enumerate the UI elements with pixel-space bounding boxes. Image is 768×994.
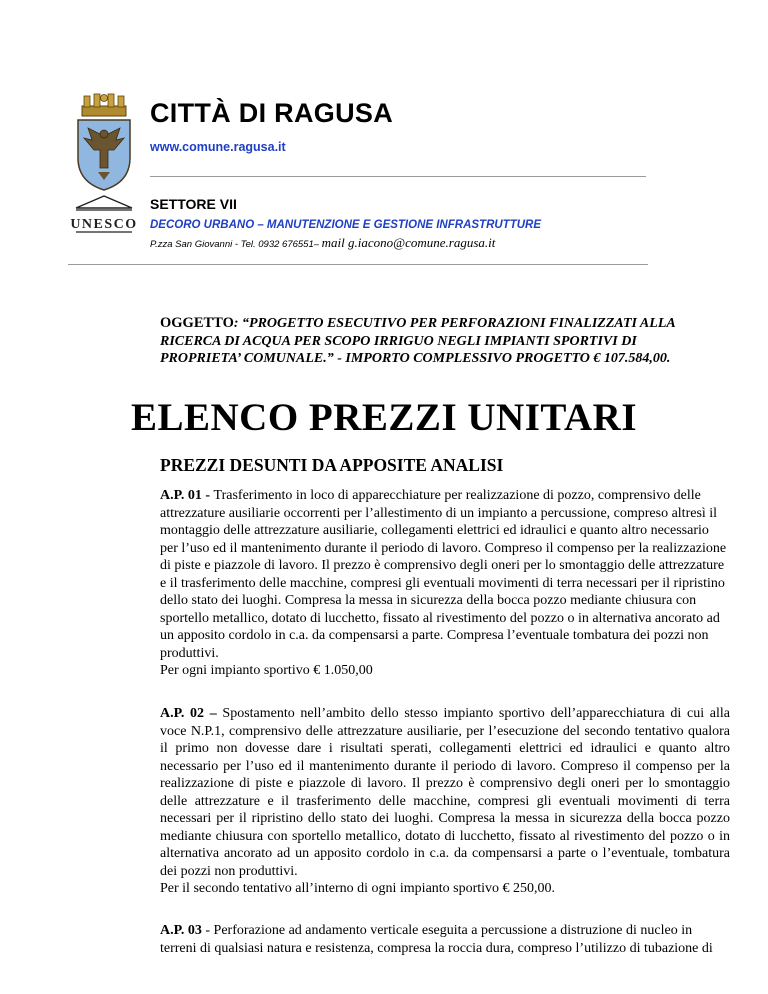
- item-description: Spostamento nell’ambito dello stesso impianto sportivo dell’apparecchiatura di cui alla voce N.P.1, comprensivo delle attrezzature ausiliarie, per l’esecuzione del secondo tentativo qualora il primo non dovesse dare i risultati sperati, collegamenti elettrici ed idraulici e quanto altro necessario per l’uso ed il mantenimento durante il periodo di lavoro. Compreso il compenso per la realizzazione di piste e piazzole di lavoro. Il prezzo è comprensivo degli oneri per lo smontaggio delle attrezzature e il trasferimento delle macchine, compresi gli eventuali movimenti di terra necessari per il ripristino dello stato dei luoghi. Compresa la messa in sicurezza della bocca pozzo mediante chiusura con sportello metallico, dotato di lucchetto, fissato al rivestimento del pozzo o in alternativa ancorato ad un apposito cordolo in c.a. da compensarsi a parte o l’eventuale, tombatura dei pozzi non produttivi.: [160, 706, 730, 879]
- item-code: A.P. 03: [160, 923, 202, 938]
- item-code: A.P. 01 -: [160, 488, 214, 503]
- letterhead-divider: [68, 264, 648, 265]
- subject-block: [160, 315, 720, 368]
- item-price: Per ogni impianto sportivo € 1.050,00: [160, 663, 373, 678]
- city-crest-logo: [70, 92, 138, 192]
- city-name: CITTÀ DI RAGUSA: [150, 98, 393, 128]
- price-item: [160, 922, 730, 957]
- header-divider: [150, 176, 646, 177]
- mail-label: mail: [321, 235, 349, 250]
- sector-description: DECORO URBANO – MANUTENZIONE E GESTIONE INFRASTRUTTURE: [150, 219, 542, 231]
- subject-text: : “PROGETTO ESECUTIVO PER PERFORAZIONI FINALIZZATI ALLA RICERCA DI ACQUA PER SCOPO IRRIGUO NEGLI IMPIANTI SPORTIVI DI PROPRIETA’ COMUNALE.” - IMPORTO COMPLESSIVO PROGETTO € 107.584,00.: [160, 316, 675, 366]
- document-title: ELENCO PREZZI UNITARI: [130, 396, 638, 439]
- price-item: [160, 705, 730, 898]
- sector-label: SETTORE VII: [150, 196, 237, 212]
- item-description: - Perforazione ad andamento verticale eseguita a percussione a distruzione di nucleo in terreni di qualsiasi natura e resistenza, compresa la roccia dura, compreso l’utilizzo di tubazione di: [160, 923, 713, 956]
- item-description: Trasferimento in loco di apparecchiature per realizzazione di pozzo, comprensivo delle attrezzature ausiliarie occorrenti per l’allestimento di un impianto a percussione, compreso altresì il montaggio delle attrezzature ausiliarie, collegamenti elettrici ed idraulici e quanto altro necessario per l’uso ed il mantenimento durante il periodo di lavoro. Compreso il compenso per la realizzazione di piste e piazzole di lavoro. Il prezzo è comprensivo degli oneri per lo smontaggio delle attrezzature e il trasferimento delle macchine, compresi gli eventuali movimenti di terra necessari per il ripristino dello stato dei luoghi. Compresa la messa in sicurezza della bocca pozzo mediante chiusura con sportello metallico, dotato di lucchetto, fissato al rivestimento del pozzo o in alternativa ancorato ad un apposito cordolo in c.a. da compensarsi a parte. Compresa l’eventuale tombatura dei pozzi non produttivi.: [160, 488, 727, 661]
- subject-label: OGGETTO: [160, 315, 234, 331]
- item-code: A.P. 02 –: [160, 706, 223, 721]
- website-link[interactable]: www.comune.ragusa.it: [150, 140, 286, 154]
- item-price: Per il secondo tentativo all’interno di ogni impianto sportivo € 250,00.: [160, 881, 556, 896]
- contact-line: [150, 234, 495, 252]
- unesco-text: UNESCO: [70, 217, 138, 232]
- email-link[interactable]: g.iacono@comune.ragusa.it: [348, 235, 496, 250]
- price-item: [160, 487, 730, 680]
- section-heading: PREZZI DESUNTI DA APPOSITE ANALISI: [160, 455, 504, 475]
- unesco-logo: [70, 192, 138, 240]
- address-text: P.zza San Giovanni - Tel. 0932 676551–: [150, 239, 322, 250]
